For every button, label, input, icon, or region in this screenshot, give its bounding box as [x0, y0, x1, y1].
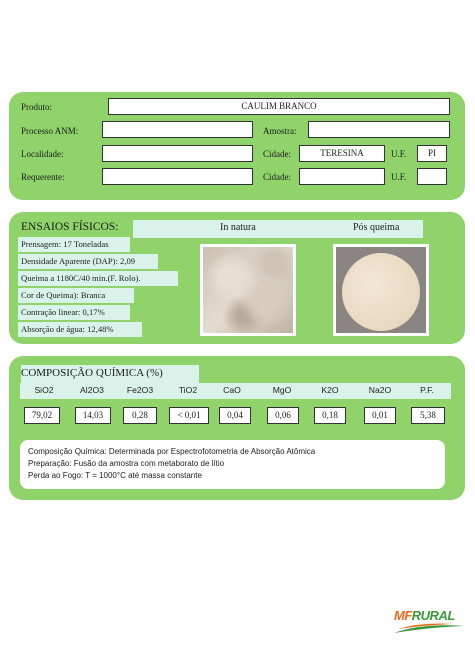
uf-field: PI: [417, 145, 447, 162]
value-na2o: 0,01: [364, 407, 396, 424]
prop-densidade: Densidade Aparente (DAP): 2,09: [18, 254, 158, 269]
oxide-tio2: TiO2: [178, 385, 198, 395]
oxide-cao: CaO: [223, 385, 241, 395]
oxide-fe2o3: Fe2O3: [126, 385, 154, 395]
localidade-field: [102, 145, 253, 162]
cidade2-field: [299, 168, 385, 185]
processo-label: Processo ANM:: [21, 126, 79, 136]
note-perda-fogo: Perda ao Fogo: T = 1000°C até massa constante: [28, 471, 202, 480]
amostra-field: [308, 121, 450, 138]
pos-queima-photo: [333, 244, 429, 336]
oxide-k2o: K2O: [321, 385, 339, 395]
value-tio2: < 0,01: [169, 407, 209, 424]
logo-swoosh-icon: [392, 623, 466, 635]
value-mgo: 0,06: [267, 407, 299, 424]
logo-mf: MF: [394, 608, 412, 623]
note-composicao: Composição Química: Determinada por Espectrofotometria de Absorção Atômica: [28, 447, 316, 456]
prop-contracao: Contração linear: 0,17%: [18, 305, 130, 320]
produto-field: CAULIM BRANCO: [108, 98, 450, 115]
value-sio2: 79,02: [24, 407, 60, 424]
value-k2o: 0,18: [314, 407, 346, 424]
value-fe2o3: 0,28: [123, 407, 157, 424]
composicao-title: COMPOSIÇÃO QUÍMICA (%): [21, 367, 163, 379]
prop-cor: Cor de Queima): Branca: [18, 288, 134, 303]
col-pos-queima: Pós queima: [353, 222, 400, 233]
processo-field: [102, 121, 253, 138]
value-pf: 5,38: [411, 407, 445, 424]
oxide-sio2: SiO2: [34, 385, 54, 395]
prop-queima: Queima a 1180C/40 min.(F. Rolo).: [18, 271, 178, 286]
uf-label: U.F.: [391, 149, 407, 159]
in-natura-photo: [200, 244, 296, 336]
identification-panel: [9, 92, 465, 200]
note-preparacao: Preparação: Fusão da amostra com metaborato de lítio: [28, 459, 225, 468]
amostra-label: Amostra:: [263, 126, 297, 136]
method-notes: [20, 440, 445, 489]
oxide-al2o3: Al2O3: [80, 385, 104, 395]
col-in-natura: In natura: [220, 222, 256, 233]
prop-prensagem: Prensagem: 17 Toneladas: [18, 237, 130, 252]
localidade-label: Localidade:: [21, 149, 64, 159]
requerente-label: Requerente:: [21, 172, 65, 182]
oxide-mgo: MgO: [272, 385, 292, 395]
cidade-field: TERESINA: [299, 145, 385, 162]
cidade-label: Cidade:: [263, 149, 291, 159]
logo-rural: RURAL: [411, 608, 455, 623]
prop-absorcao: Absorção de água: 12,48%: [18, 322, 142, 337]
chemical-composition-panel: [9, 356, 465, 500]
value-al2o3: 14,03: [75, 407, 111, 424]
cidade2-label: Cidade:: [263, 172, 291, 182]
requerente-field: [102, 168, 253, 185]
uf2-label: U.F.: [391, 172, 407, 182]
oxide-pf: P.F.: [420, 385, 434, 395]
ensaios-title: ENSAIOS FÍSICOS:: [21, 221, 119, 233]
physical-tests-panel: [9, 212, 465, 344]
oxide-na2o: Na2O: [368, 385, 392, 395]
uf2-field: [417, 168, 447, 185]
value-cao: 0,04: [219, 407, 251, 424]
mfrural-logo: [390, 608, 466, 636]
produto-label: Produto:: [21, 102, 53, 112]
